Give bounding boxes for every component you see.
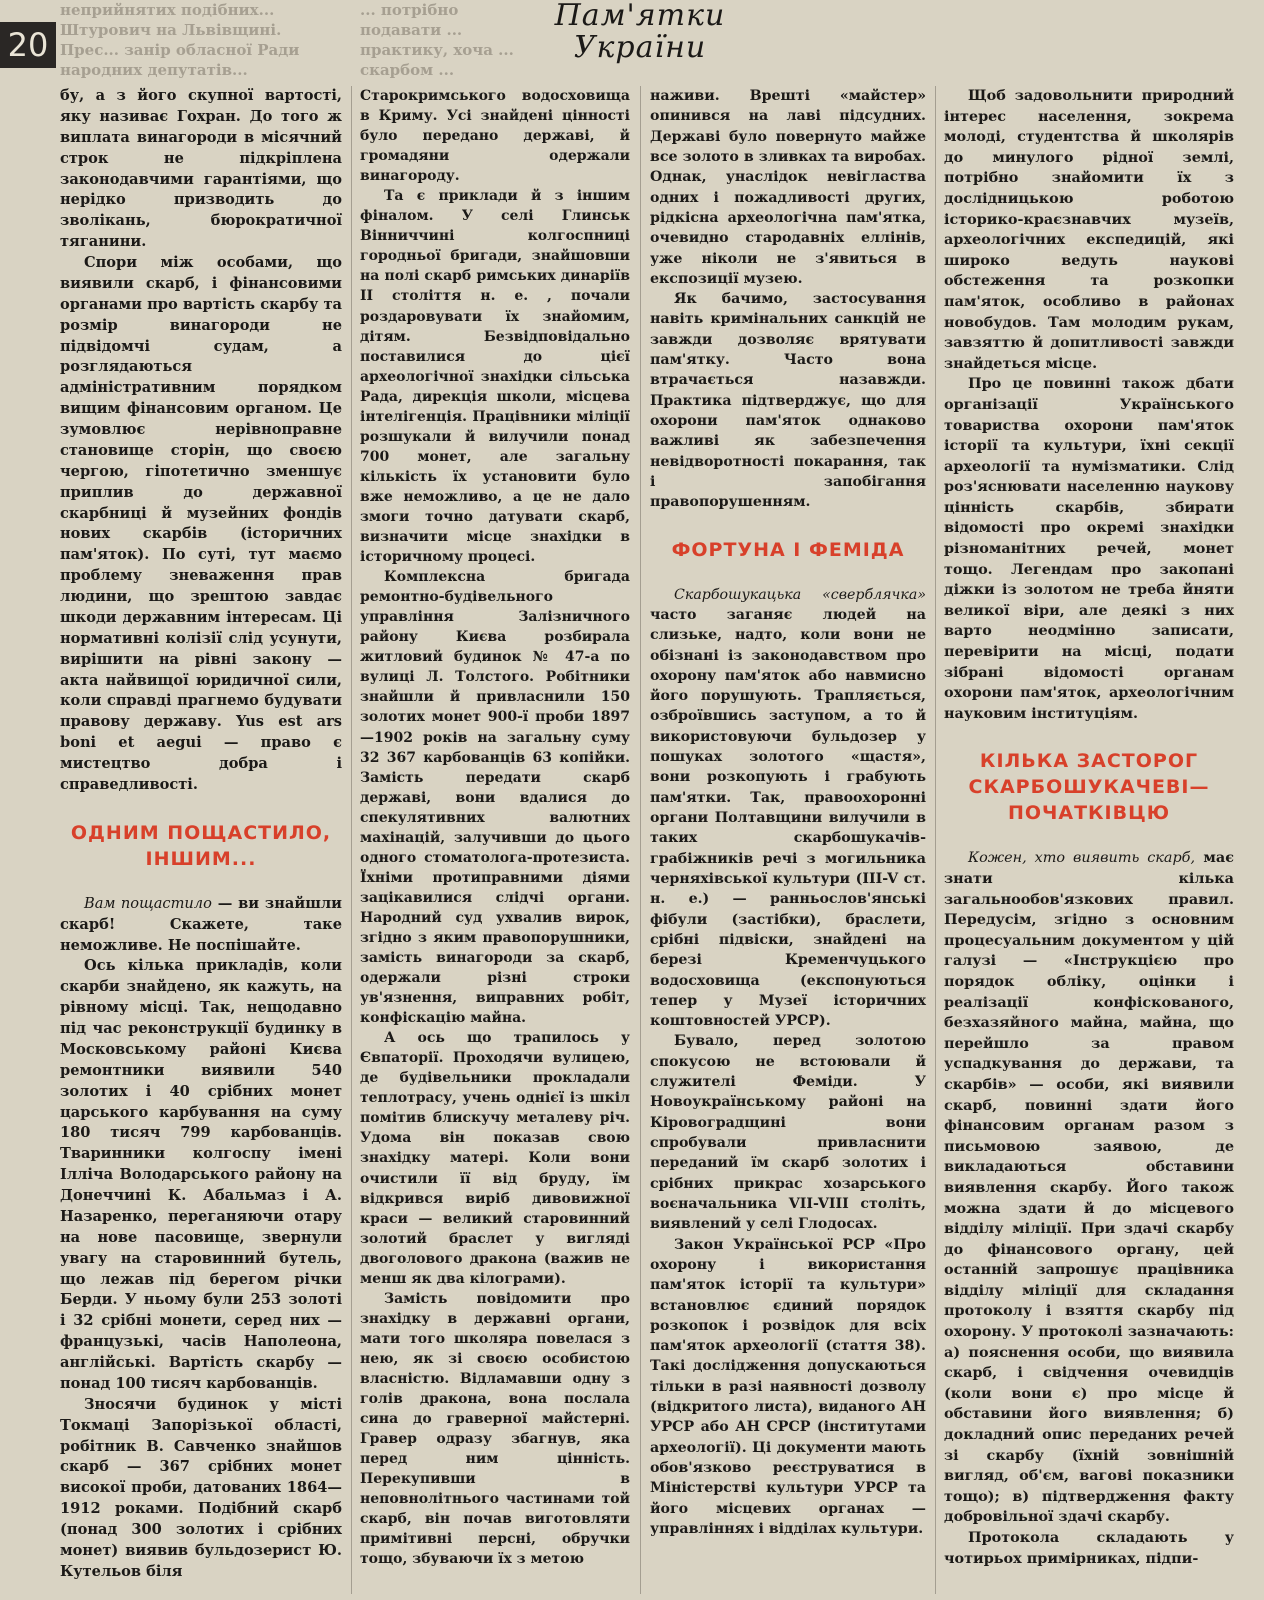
page-number: 20 xyxy=(0,22,56,68)
paragraph: Як бачимо, застосування навіть кримінальних санкцій не завжди дозволяє врятувати пам'ятку. Часто вона втрачається назавжди. Практика підтверджує, що для охорони пам'яток однаково важливі як забезпечення невідворотності покарання, так і запобігання правопорушенням. xyxy=(650,291,926,511)
article-column-1 xyxy=(60,86,342,1583)
paragraph: наживи. Врешті «майстер» опинився на лаві підсудних. Державі було повернуто майже все золото в зливках та виробах. Однак, унаслідок невігластва одних і пожадливості других, рідкісна археологічна пам'ятка, очевидно стародавніх еллінів, уже ніколи не з'явиться в експозиції музею. xyxy=(650,88,926,287)
paragraph-text: має знати кілька загальнообов'язкових правил. Передусім, згідно з основним процесуальним документом у цій галузі — «Інструкцією про порядок обліку, оцінки і реалізації конфіскованого, безхазяйного майна, майна, що перейшло за правом успадкування до держави, та скарбів» — особи, які виявили скарб, повинні здати його фінансовим органам разом з письмовою заявою, де викладаються обставини виявлення скарбу. Його також можна здати й до місцевого відділу міліції. При здачі скарбу до фінансового органу, цей останній запрошує працівника відділу міліції для складання протоколу і взяття скарбу під охорону. У протоколі зазначають: а) пояснення особи, що виявила скарб, і свідчення очевидців (коли вони є) про місце й обставини його виявлення; б) докладний опис переданих речей зі скарбу (їхній зовнішній вигляд, об'єм, вагові показники тощо); в) підтвердження факту добровільної здачі скарбу. xyxy=(944,849,1234,1526)
bleed-through-text-left: неприйнятих подібних... Штурович на Львівщині. Прес... занір обласної Ради народних депутатів... xyxy=(60,1,300,79)
paragraph xyxy=(60,894,342,957)
magazine-masthead: Пам'ятки України xyxy=(554,0,726,65)
paragraph: Щоб задовольнити природний інтерес населення, зокрема молоді, студентства й школярів до минулого рідної землі, потрібно знайомити їх з дослідницькою роботою історико-краєзнавчих музеїв, археологічних експедицій, які широко ведуть наукові обстеження та розкопки пам'яток, особливо в районах новобудов. Там молодим рукам, завзяттю й допитливості завжди знайдеться місце. xyxy=(944,87,1234,372)
paragraph xyxy=(944,848,1234,1528)
section-heading: ОДНИМ ПОЩАСТИЛО, ІНШИМ... xyxy=(70,821,332,870)
paragraph xyxy=(650,585,926,1032)
paragraph: бу, а з його скупної вартості, яку називає Гохран. До того ж виплата винагороди в місячний строк не підкріплена законодавчими гарантіями, що нерідко призводить до зволікань, бюрократичної тяганини. xyxy=(60,87,342,251)
article-column-4 xyxy=(944,86,1234,1569)
article-column-2 xyxy=(360,86,630,1569)
paragraph: Комплексна бригада ремонтно-будівельного управління Залізничного району Києва розбирала житловий будинок № 47-а по вулиці Л. Толстого. Робітники знайшли й привласнили 150 золотих монет 900-ї проби 1897—1902 років на загальну суму 32 367 карбованців 63 копійки. Замість передати скарб державі, вони вдалися до спекулятивних валютних махінацій, залучивши до цього одного стоматолога-протезиста. Їхніми протиправними діями зацікавилися слідчі органи. Народний суд ухвалив вирок, згідно з яким правопорушники, замість винагороди за скарб, одержали різні строки ув'язнення, виправних робіт, конфіскацію майна. xyxy=(360,569,630,1027)
paragraph: Бувало, перед золотою спокусою не встоювали й служителі Феміди. У Новоукраїнському районі на Кіровоградщині вони спробували привласнити переданий їм скарб золотих і срібних прикрас хозарського воєначальника VII-VIII століть, виявлений у селі Глодосах. xyxy=(650,1033,926,1233)
paragraph-text: — ви знайшли скарб! Скажете, таке неможливе. Не поспішайте. xyxy=(60,894,342,954)
paragraph-text: часто заганяє людей на слизьке, надто, коли вони не обізнані із законодавством про охорону пам'яток або навмисно його порушують. Трапляється, озброївшись заступом, а то й використовуючи бульдозер у пошуках золотого «щастя», вони розкопують і грабують пам'ятки. Так, правоохоронні органи Полтавщини вилучили в таких скарбошукачів-грабіжників речі з могильника черняхівської культури (III-V ст. н. е.) — ранньослов'янські фібули (застібки), браслети, срібні підвіски, знайдені на березі Кременчуцького водосховища (експонуються тепер у Музеї історичних коштовностей УРСР). xyxy=(650,606,926,1030)
paragraph: Протокола складають у чотирьох примірниках, підпи- xyxy=(944,1529,1234,1567)
paragraph: Та є приклади й з іншим фіналом. У селі Глинськ Вінниччині колгоспниці городньої бригади, знайшовши на полі скарб римських динаріїв II століття н. е. , почали роздаровувати їх знайомим, дітям. Безвідповідально поставилися до цієї археологічної знахідки сільська Рада, дирекція школи, місцева інтелігенція. Працівники міліції розшукали й вилучили понад 700 монет, але загальну кількість їх установити було вже неможливо, а це не дало змоги точно датувати скарб, визначити місце знахідки в історичному процесі. xyxy=(360,188,630,566)
column-divider xyxy=(935,86,936,1594)
article-column-3 xyxy=(650,86,926,1539)
section-heading: КІЛЬКА ЗАСТОРОГ СКАРБОШУКАЧЕВІ— ПОЧАТКІВЦЮ xyxy=(968,750,1210,825)
section-heading: ФОРТУНА І ФЕМІДА xyxy=(671,538,905,561)
paragraph: Ось кілька прикладів, коли скарби знайдено, як кажуть, на рівному місці. Так, нещодавно під час реконструкції будинку в Московському районі Києва ремонтники виявили 540 золотих і 40 срібних монет царського карбування на суму 180 тисяч 799 карбованців. Тваринники колгоспу імені Ілліча Володарського району на Донеччині К. Абальмаз і А. Назаренко, переганяючи отару на нове пасовище, звернули увагу на старовинний бутель, що лежав під берегом річки Берди. У ньому були 253 золоті і 32 срібні монети, серед них — французькі, часів Наполеона, англійські. Вартість скарбу — понад 100 тисяч карбованців. xyxy=(60,957,342,1392)
paragraph: А ось що трапилось у Євпаторії. Проходячи вулицею, де будівельники прокладали теплотрасу, учень однієї із шкіл помітив блискучу металеву річ. Удома він показав свою знахідку матері. Коли вони очистили її від бруду, їм відкрився виріб дивовижної краси — великий старовинний золотий браслет у вигляді двоголового дракона (важив не менш як два кілограми). xyxy=(360,1030,630,1287)
column-divider xyxy=(640,86,641,1594)
paragraph: Старокримського водосховища в Криму. Усі знайдені цінності було передано державі, й громадяни одержали винагороду. xyxy=(360,88,630,185)
paragraph: Про це повинні також дбати організації Українського товариства охорони пам'яток історії та культури, їхні секції археології та нумізматики. Слід роз'яснювати населенню наукову цінність скарбів, збирати відомості про окремі знахідки різноманітних речей, монет тощо. Легендам про закопані діжки із золотом не треба йняти великої віри, але деякі з них варто неодмінно записати, перевірити на місці, подати зібрані відомості органам охорони пам'яток, археологічним науковим інституціям. xyxy=(944,375,1234,722)
paragraph: Спори між особами, що виявили скарб, і фінансовими органами про вартість скарбу та розмір винагороди не підвідомчі судам, а розглядаються адміністративним порядком вищим фінансовим органом. Це зумовлює нерівноправне становище сторін, що своєю чергою, гіпотетично зменшує приплив до державної скарбниці й музейних фондів нових скарбів (історичних пам'яток). По суті, тут маємо проблему зневаження прав людини, що зрештою завдає шкоди державним інтересам. Ці нормативні колізії слід усунути, вирішити на рівні закону — акта найвищої юридичної сили, коли справді прагнемо будувати правову державу. Yus est ars boni et aegui — право є мистецтво добра і справедливості. xyxy=(60,254,342,793)
paragraph: Зносячи будинок у місті Токмаці Запорізької області, робітник В. Савченко знайшов скарб — 367 срібних монет високої проби, датованих 1864—1912 роками. Подібний скарб (понад 300 золотих і срібних монет) виявив бульдозерист Ю. Кутельов біля xyxy=(60,1395,342,1580)
paragraph: Закон Української РСР «Про охорону і використання пам'яток історії та культури» встановлює єдиний порядок розкопок і розвідок для всіх пам'яток археології (стаття 38). Такі дослідження допускаються тільки в разі наявності дозволу (відкритого листа), виданого АН УРСР або АН СРСР (інститутами археології). Ці документи мають обов'язково реєструватися в Міністерстві культури УРСР та його місцевих органах — управліннях і відділах культури. xyxy=(650,1236,926,1537)
paragraph: Замість повідомити про знахідку в державні органи, мати того школяра повелася з нею, як зі своєю особистою власністю. Відламавши одну з голів дракона, вона послала сина до граверної майстерні. Гравер одразу збагнув, яка перед ним цінність. Перекупивши в неповнолітнього частинами той скарб, він почав виготовляти примітивні персні, обручки тощо, збуваючи їх з метою xyxy=(360,1290,630,1568)
italic-lead: Скарбошукацька «сверблячка» xyxy=(674,586,926,603)
italic-lead: Вам пощастило xyxy=(84,894,212,912)
column-divider xyxy=(351,86,352,1594)
bleed-through-text-center: ... потрібно подавати ... практику, хоча ... скарбом ... xyxy=(360,1,514,79)
italic-lead: Кожен, хто виявить скарб, xyxy=(968,850,1196,867)
